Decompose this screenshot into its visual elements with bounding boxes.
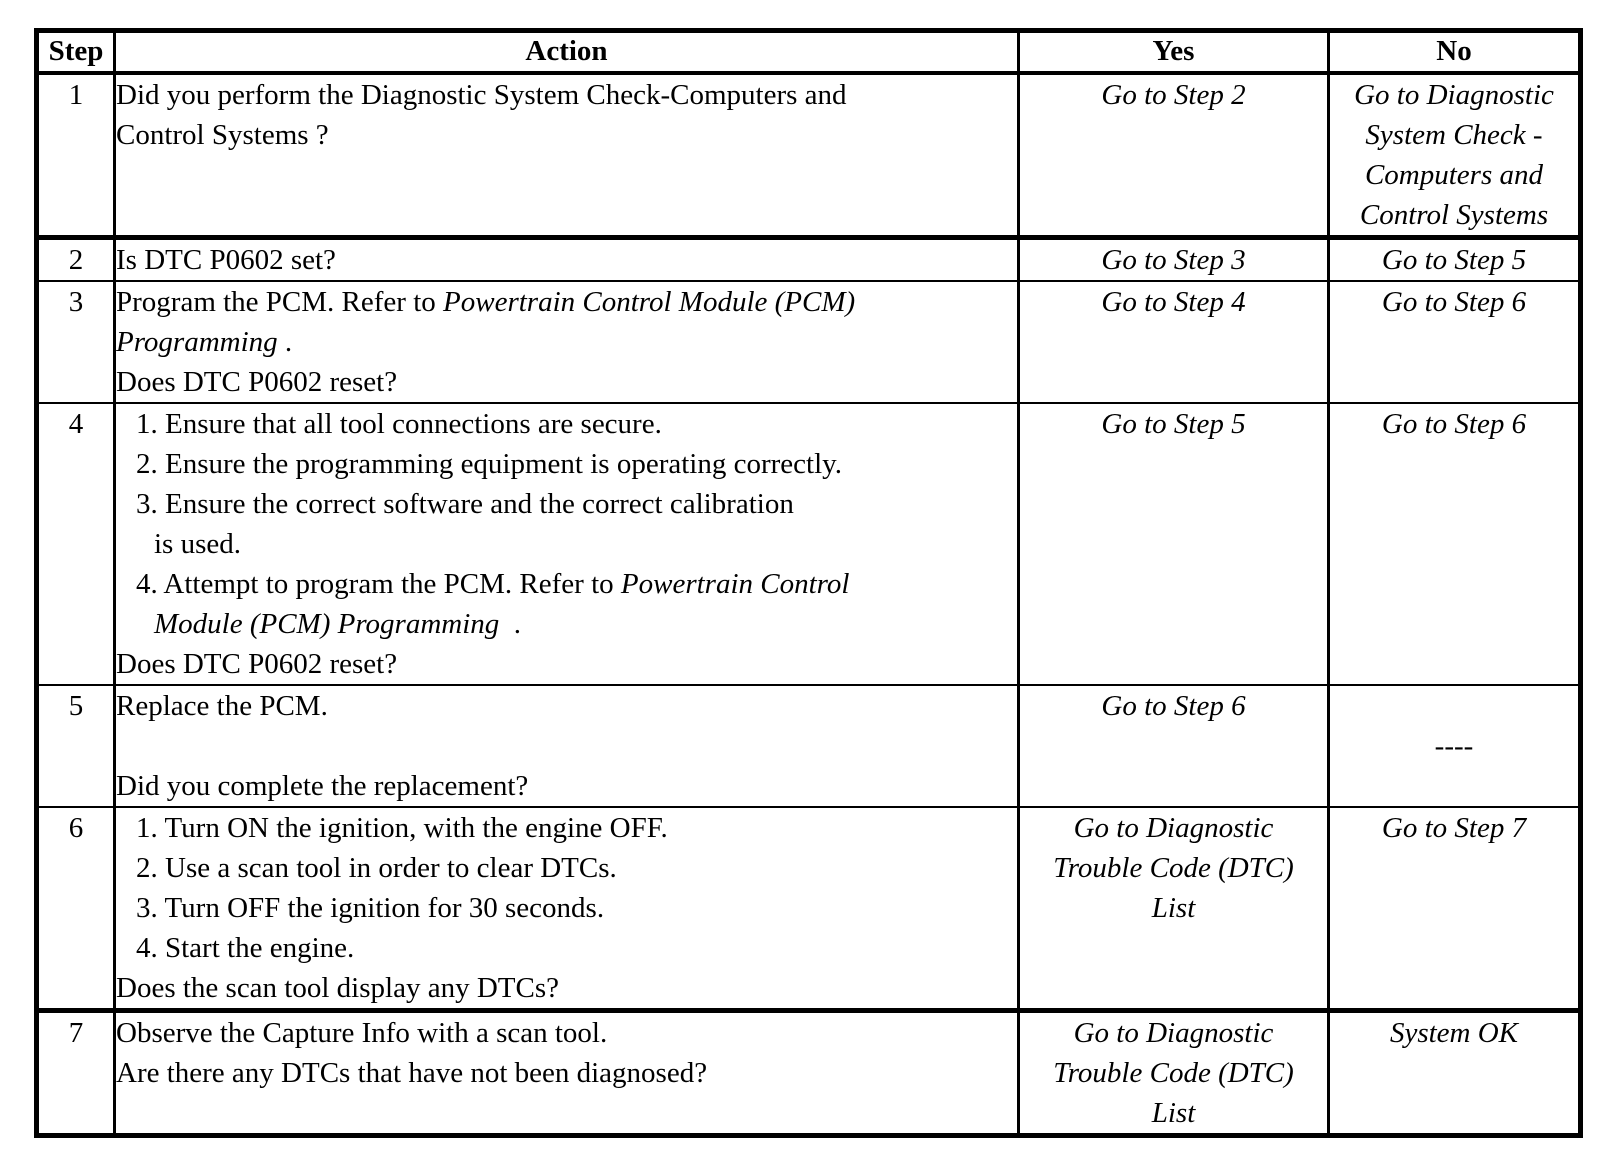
no-link[interactable]: Go to Step 6 xyxy=(1381,408,1527,440)
yes-link[interactable]: Go to Step 4 xyxy=(1101,286,1246,318)
action-cell xyxy=(115,238,1019,282)
action-cell xyxy=(115,281,1019,403)
yes-link[interactable]: Go to Step 6 xyxy=(1101,690,1246,722)
header-step: Step xyxy=(37,31,115,74)
yes-cell xyxy=(1019,238,1329,282)
table-row xyxy=(37,403,1581,685)
step-number: 7 xyxy=(37,1011,115,1136)
yes-link[interactable]: Go to Step 2 xyxy=(1101,79,1246,111)
action-text: Program the PCM. Refer to xyxy=(116,286,444,318)
action-question: Does DTC P0602 reset? xyxy=(116,648,398,680)
yes-link[interactable]: List xyxy=(1151,1097,1196,1129)
no-link[interactable]: Go to Step 6 xyxy=(1381,286,1527,318)
step-number: 5 xyxy=(37,685,115,807)
yes-link[interactable]: Go to Diagnostic xyxy=(1073,1017,1274,1049)
action-text: Observe the Capture Info with a scan tool. xyxy=(116,1017,608,1049)
action-list-item: 4. Start the engine. xyxy=(136,932,355,964)
action-cell xyxy=(115,73,1019,238)
step-number: 4 xyxy=(37,403,115,685)
step-number: 6 xyxy=(37,807,115,1011)
no-cell xyxy=(1329,807,1581,1011)
action-list-item: 4. Attempt to program the PCM. Refer to xyxy=(136,568,621,600)
yes-cell xyxy=(1019,685,1329,807)
action-list-item: 3. Ensure the correct software and the correct calibration xyxy=(136,488,794,520)
no-link[interactable]: Control Systems xyxy=(1359,199,1549,231)
table-row xyxy=(37,281,1581,403)
table-row xyxy=(37,685,1581,807)
no-link[interactable]: Go to Step 7 xyxy=(1381,812,1527,844)
yes-cell xyxy=(1019,73,1329,238)
action-text: Did you perform the Diagnostic System Check-Computers and xyxy=(116,79,847,111)
yes-link[interactable]: Trouble Code (DTC) xyxy=(1053,852,1294,884)
no-cell xyxy=(1329,281,1581,403)
no-cell xyxy=(1329,403,1581,685)
yes-cell xyxy=(1019,281,1329,403)
header-row xyxy=(37,31,1581,74)
action-question: Does DTC P0602 reset? xyxy=(116,366,398,398)
yes-cell xyxy=(1019,403,1329,685)
reference-link[interactable]: Module (PCM) Programming xyxy=(154,608,500,640)
no-cell xyxy=(1329,238,1581,282)
step-number: 3 xyxy=(37,281,115,403)
diagnostic-table xyxy=(34,28,1583,1138)
action-list-item: 2. Use a scan tool in order to clear DTCs. xyxy=(136,852,617,884)
action-text: Replace the PCM. xyxy=(116,690,328,722)
action-cell xyxy=(115,403,1019,685)
no-cell xyxy=(1329,685,1581,807)
step-number: 1 xyxy=(37,73,115,238)
action-list-item: 3. Turn OFF the ignition for 30 seconds. xyxy=(136,892,605,924)
header-no: No xyxy=(1329,31,1581,74)
reference-link[interactable]: Powertrain Control xyxy=(620,568,850,600)
reference-link[interactable]: Programming xyxy=(116,326,278,358)
no-cell xyxy=(1329,73,1581,238)
action-list-item: 2. Ensure the programming equipment is operating correctly. xyxy=(136,448,842,480)
action-question: Did you complete the replacement? xyxy=(116,770,529,802)
no-placeholder: ---- xyxy=(1434,730,1474,762)
yes-link[interactable]: Go to Diagnostic xyxy=(1073,812,1274,844)
yes-link[interactable]: Go to Step 3 xyxy=(1101,244,1246,276)
action-text: Control Systems ? xyxy=(116,119,329,151)
action-list-item: is used. xyxy=(154,528,241,560)
yes-link[interactable]: Trouble Code (DTC) xyxy=(1053,1057,1294,1089)
no-link[interactable]: Computers and xyxy=(1364,159,1544,191)
reference-link[interactable]: Powertrain Control Module (PCM) xyxy=(443,286,856,318)
no-link[interactable]: Go to Diagnostic xyxy=(1354,79,1554,111)
table-row xyxy=(37,238,1581,282)
table-row xyxy=(37,807,1581,1011)
action-text: . xyxy=(499,608,522,640)
action-cell xyxy=(115,807,1019,1011)
step-number: 2 xyxy=(37,238,115,282)
action-question: Are there any DTCs that have not been diagnosed? xyxy=(116,1057,708,1089)
action-text: Is DTC P0602 set? xyxy=(116,244,336,276)
action-list-item: 1. Ensure that all tool connections are secure. xyxy=(136,408,662,440)
no-result: System OK xyxy=(1389,1017,1519,1049)
action-list-item: 1. Turn ON the ignition, with the engine OFF. xyxy=(136,812,668,844)
header-action: Action xyxy=(115,31,1019,74)
action-question: Does the scan tool display any DTCs? xyxy=(116,972,559,1004)
action-cell xyxy=(115,685,1019,807)
action-cell xyxy=(115,1011,1019,1136)
yes-link[interactable]: Go to Step 5 xyxy=(1101,408,1246,440)
yes-link[interactable]: List xyxy=(1151,892,1196,924)
yes-cell xyxy=(1019,1011,1329,1136)
no-link[interactable]: System Check - xyxy=(1365,119,1543,151)
action-text: . xyxy=(277,326,293,358)
header-yes: Yes xyxy=(1019,31,1329,74)
no-link[interactable]: Go to Step 5 xyxy=(1381,244,1527,276)
table-row xyxy=(37,73,1581,238)
no-cell xyxy=(1329,1011,1581,1136)
yes-cell xyxy=(1019,807,1329,1011)
table-row xyxy=(37,1011,1581,1136)
